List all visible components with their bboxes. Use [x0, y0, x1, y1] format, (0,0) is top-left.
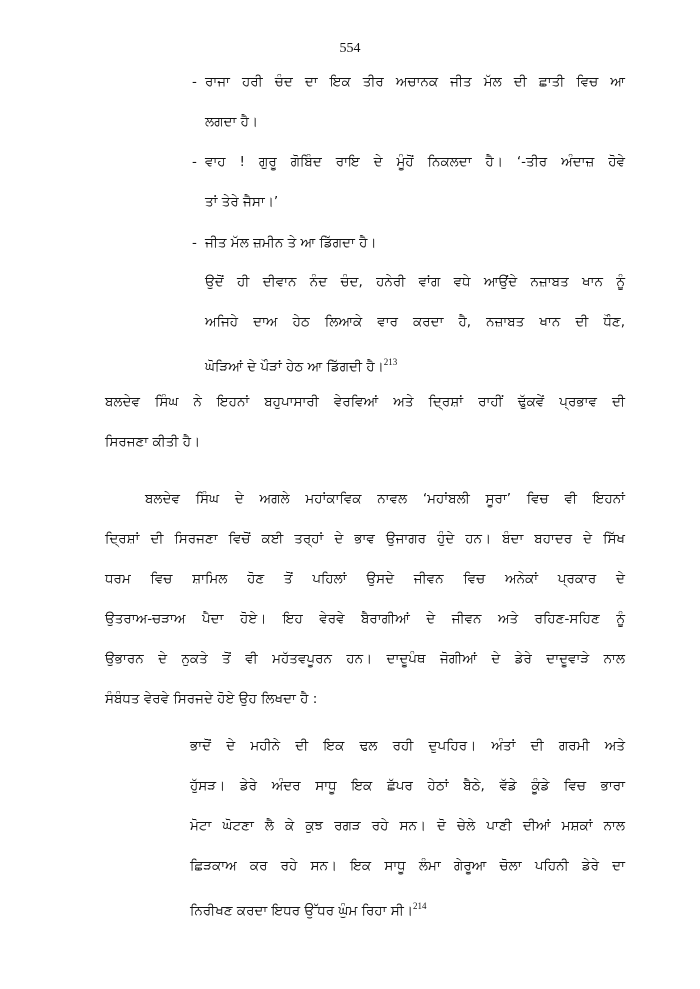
quote-line: ਜੀਤ ਮੱਲ ਜ਼ਮੀਨ ਤੇ ਆ ਡਿੱਗਦਾ ਹੈ। — [205, 235, 377, 251]
quote-line: ਤਾਂ ਤੇਰੇ ਜੈਸਾ।’ — [205, 194, 279, 210]
quote-line: ਛਿੜਕਾਅ ਕਰ ਰਹੇ ਸਨ। ਇਕ ਸਾਧੂ ਲੰਮਾ ਗੇਰੂਆ ਚੋਲਾ ਪਹਿਨੀ ਡੇਰੇ ਦਾ — [190, 858, 625, 874]
quote-text: ਘੋੜਿਆਂ ਦੇ ਪੌੜਾਂ ਹੇਠ ਆ ਡਿੱਗਦੀ ਹੈ। — [205, 359, 384, 375]
paragraph-line: ਸੰਬੰਧਤ ਵੇਰਵੇ ਸਿਰਜਦੇ ਹੋਏ ਉਹ ਲਿਖਦਾ ਹੈ : — [105, 691, 318, 707]
footnote-ref-213: 213 — [383, 357, 398, 367]
dash-bullet: - — [192, 235, 197, 251]
paragraph-line: ਬਲਦੇਵ ਸਿੰਘ ਦੇ ਅਗਲੇ ਮਹਾਂਕਾਵਿਕ ਨਾਵਲ ‘ਮਹਾਂਬਲੀ ਸੂਰਾ’ ਵਿਚ ਵੀ ਇਹਨਾਂ — [145, 491, 625, 507]
page-number: 554 — [339, 41, 361, 56]
quote-line: ਭਾਦੋਂ ਦੇ ਮਹੀਨੇ ਦੀ ਇਕ ਢਲ ਰਹੀ ਦੁਪਹਿਰ। ਅੰਤਾਂ ਦੀ ਗਰਮੀ ਅਤੇ — [190, 738, 625, 754]
quote-line: ਉਦੋਂ ਹੀ ਦੀਵਾਨ ਨੰਦ ਚੰਦ, ਹਨੇਰੀ ਵਾਂਗ ਵਧੇ ਆਉਂਦੇ ਨਜ਼ਾਬਤ ਖਾਨ ਨੂੰ — [205, 274, 625, 290]
paragraph-line: ਦ੍ਰਿਸ਼ਾਂ ਦੀ ਸਿਰਜਣਾ ਵਿਚੋਂ ਕਈ ਤਰ੍ਹਾਂ ਦੇ ਭਾਵ ਉਜਾਗਰ ਹੁੰਦੇ ਹਨ। ਬੰਦਾ ਬਹਾਦਰ ਦੇ ਸਿੱਖ — [105, 531, 625, 547]
dash-bullet: - — [192, 74, 197, 90]
paragraph-line: ਸਿਰਜਣਾ ਕੀਤੀ ਹੈ। — [105, 434, 201, 450]
quote-line: ਮੋਟਾ ਘੋਟਣਾ ਲੈ ਕੇ ਕੁਝ ਰਗੜ ਰਹੇ ਸਨ। ਦੋ ਚੇਲੇ ਪਾਣੀ ਦੀਆਂ ਮਸ਼ਕਾਂ ਨਾਲ — [190, 818, 625, 834]
paragraph-line: ਉਤਰਾਅ-ਚੜਾਅ ਪੈਦਾ ਹੋਏ। ਇਹ ਵੇਰਵੇ ਬੈਰਾਗੀਆਂ ਦੇ ਜੀਵਨ ਅਤੇ ਰਹਿਣ-ਸਹਿਣ ਨੂੰ — [105, 611, 625, 627]
quote-line: ਰਾਜਾ ਹਰੀ ਚੰਦ ਦਾ ਇਕ ਤੀਰ ਅਚਾਨਕ ਜੀਤ ਮੱਲ ਦੀ ਛਾਤੀ ਵਿਚ ਆ — [205, 74, 625, 90]
quote-line: ਲਗਦਾ ਹੈ। — [205, 114, 258, 130]
quote-line: ਅਜਿਹੇ ਦਾਅ ਹੇਠ ਲਿਆਕੇ ਵਾਰ ਕਰਦਾ ਹੈ, ਨਜ਼ਾਬਤ ਖਾਨ ਦੀ ਧੌਣ, — [205, 314, 625, 330]
quote-line-last — [190, 896, 426, 921]
paragraph-line: ਧਰਮ ਵਿਚ ਸ਼ਾਮਿਲ ਹੋਣ ਤੋਂ ਪਹਿਲਾਂ ਉਸਦੇ ਜੀਵਨ ਵਿਚ ਅਨੇਕਾਂ ਪ੍ਰਕਾਰ ਦੇ — [105, 571, 625, 587]
dash-bullet: - — [192, 154, 197, 170]
paragraph-line: ਉਭਾਰਨ ਦੇ ਨੁਕਤੇ ਤੋਂ ਵੀ ਮਹੱਤਵਪੂਰਨ ਹਨ। ਦਾਦੂਪੰਥ ਜੋਗੀਆਂ ਦੇ ਡੇਰੇ ਦਾਦੂਵਾੜੇ ਨਾਲ — [105, 651, 625, 667]
paragraph-line: ਬਲਦੇਵ ਸਿੰਘ ਨੇ ਇਹਨਾਂ ਬਹੁਪਾਸਾਰੀ ਵੇਰਵਿਆਂ ਅਤੇ ਦ੍ਰਿਸ਼ਾਂ ਰਾਹੀਂ ਢੁੱਕਵੇਂ ਪ੍ਰਭਾਵ ਦੀ — [105, 394, 625, 410]
quote-line-last — [205, 352, 397, 377]
quote-line: ਹੁੱਸੜ। ਡੇਰੇ ਅੰਦਰ ਸਾਧੂ ਇਕ ਛੱਪਰ ਹੇਠਾਂ ਬੈਠੇ, ਵੱਡੇ ਕੂੰਡੇ ਵਿਚ ਭਾਰਾ — [190, 778, 625, 794]
quote-text: ਨਿਰੀਖਣ ਕਰਦਾ ਇਧਰ ਉੱਧਰ ਘੁੰਮ ਰਿਹਾ ਸੀ। — [190, 903, 413, 919]
quote-line: ਵਾਹ ! ਗੁਰੂ ਗੋਬਿੰਦ ਰਾਇ ਦੇ ਮੂੰਹੋਂ ਨਿਕਲਦਾ ਹੈ। ‘-ਤੀਰ ਅੰਦਾਜ਼ ਹੋਵੇ — [205, 154, 625, 170]
footnote-ref-214: 214 — [412, 901, 427, 911]
